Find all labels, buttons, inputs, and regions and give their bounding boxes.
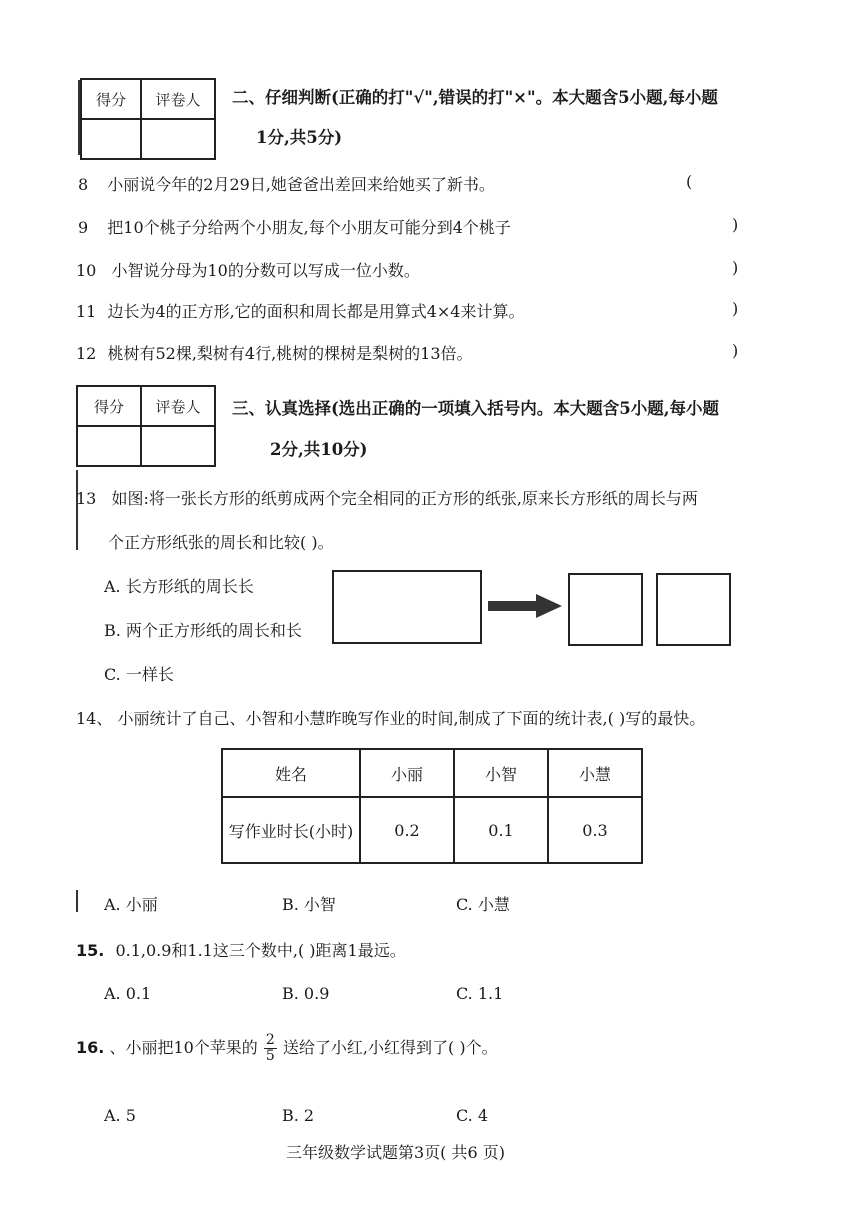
table-header: 小丽	[360, 749, 454, 797]
question-15	[76, 938, 406, 961]
judge-item-11	[76, 299, 525, 322]
section2-title: 二、仔细判断(正确的打"√",错误的打"×"。本大题含5小题,每小题	[232, 88, 718, 107]
option-b: B. 2	[282, 1106, 315, 1125]
option-b: B. 0.9	[282, 984, 330, 1003]
fraction-denominator: 5	[265, 1048, 275, 1064]
item-text: 小丽说今年的2月29日,她爸爸出差回来给她买了新书。	[107, 175, 495, 194]
grader-cell[interactable]	[141, 426, 215, 466]
answer-bracket[interactable]: )	[732, 215, 739, 234]
answer-bracket[interactable]: )	[732, 299, 739, 318]
score-label: 得分	[77, 386, 141, 426]
option-a: A. 长方形纸的周长长	[104, 577, 254, 596]
square-paper-figure-1	[568, 573, 643, 646]
table-row-label: 写作业时长(小时)	[222, 797, 360, 863]
option-b: B. 小智	[282, 895, 336, 914]
section2-title-cont: 1分,共5分)	[256, 128, 343, 147]
score-box-section2	[80, 78, 216, 160]
grader-label: 评卷人	[141, 386, 215, 426]
item-text: 边长为4的正方形,它的面积和周长都是用算式4×4来计算。	[107, 302, 525, 321]
judge-item-8	[78, 172, 495, 195]
option-c: C. 一样长	[104, 665, 174, 684]
question-text: 小丽统计了自己、小智和小慧昨晚写作业的时间,制成了下面的统计表,( )写的最快。	[117, 709, 706, 728]
table-header: 姓名	[222, 749, 360, 797]
item-number: 10	[76, 261, 97, 280]
fraction-numerator: 2	[265, 1032, 275, 1048]
item-text: 小智说分母为10的分数可以写成一位小数。	[111, 261, 420, 280]
answer-bracket[interactable]: (	[686, 172, 693, 191]
option-a: A. 5	[104, 1106, 136, 1125]
question-text-after: 送给了小红,小红得到了( )个。	[282, 1038, 498, 1057]
judge-item-12	[76, 341, 473, 364]
item-text: 桃树有52棵,梨树有4行,桃树的棵树是梨树的13倍。	[107, 344, 473, 363]
section3-title-cont: 2分,共10分)	[270, 440, 368, 459]
item-number: 11	[76, 302, 97, 321]
score-box-section3	[76, 385, 216, 467]
question-text-before: 、小丽把10个苹果的	[109, 1038, 258, 1057]
option-c: C. 小慧	[456, 895, 510, 914]
item-number: 9	[78, 218, 89, 237]
judge-item-9	[78, 215, 511, 238]
rectangle-paper-figure	[332, 570, 482, 644]
option-a: A. 0.1	[104, 984, 152, 1003]
table-cell: 0.2	[360, 797, 454, 863]
table-header: 小智	[454, 749, 548, 797]
question-number: 15.	[76, 941, 105, 960]
score-label: 得分	[81, 79, 141, 119]
option-a: A. 小丽	[104, 895, 158, 914]
item-text: 把10个桃子分给两个小朋友,每个小朋友可能分到4个桃子	[107, 218, 511, 237]
answer-bracket[interactable]: )	[732, 341, 739, 360]
grader-cell[interactable]	[141, 119, 215, 159]
question-16	[76, 1032, 498, 1064]
grader-label: 评卷人	[141, 79, 215, 119]
judge-item-10	[76, 258, 420, 281]
question-number: 13	[76, 489, 97, 508]
question-text: 0.1,0.9和1.1这三个数中,( )距离1最远。	[115, 941, 406, 960]
question-14	[76, 706, 705, 729]
scan-edge-mark	[76, 890, 78, 912]
item-number: 12	[76, 344, 97, 363]
question-number: 16.	[76, 1038, 105, 1057]
answer-bracket[interactable]: )	[732, 258, 739, 277]
question-text: 如图:将一张长方形的纸剪成两个完全相同的正方形的纸张,原来长方形纸的周长与两	[111, 489, 698, 508]
table-cell: 0.1	[454, 797, 548, 863]
square-paper-figure-2	[656, 573, 731, 646]
question-number: 14、	[76, 709, 113, 728]
homework-time-table	[221, 748, 643, 864]
table-cell: 0.3	[548, 797, 642, 863]
question-13-line2: 个正方形纸张的周长和比较( )。	[108, 533, 334, 552]
section3-title: 三、认真选择(选出正确的一项填入括号内。本大题含5小题,每小题	[232, 399, 720, 418]
option-c: C. 1.1	[456, 984, 504, 1003]
score-cell[interactable]	[81, 119, 141, 159]
fraction	[264, 1033, 277, 1064]
option-c: C. 4	[456, 1106, 489, 1125]
question-13	[76, 486, 698, 509]
page-footer: 三年级数学试题第3页( 共6 页)	[286, 1143, 506, 1162]
score-cell[interactable]	[77, 426, 141, 466]
table-header: 小慧	[548, 749, 642, 797]
option-b: B. 两个正方形纸的周长和长	[104, 621, 302, 640]
item-number: 8	[78, 175, 89, 194]
arrow-right-icon	[488, 592, 564, 620]
scan-edge-mark	[76, 470, 78, 550]
